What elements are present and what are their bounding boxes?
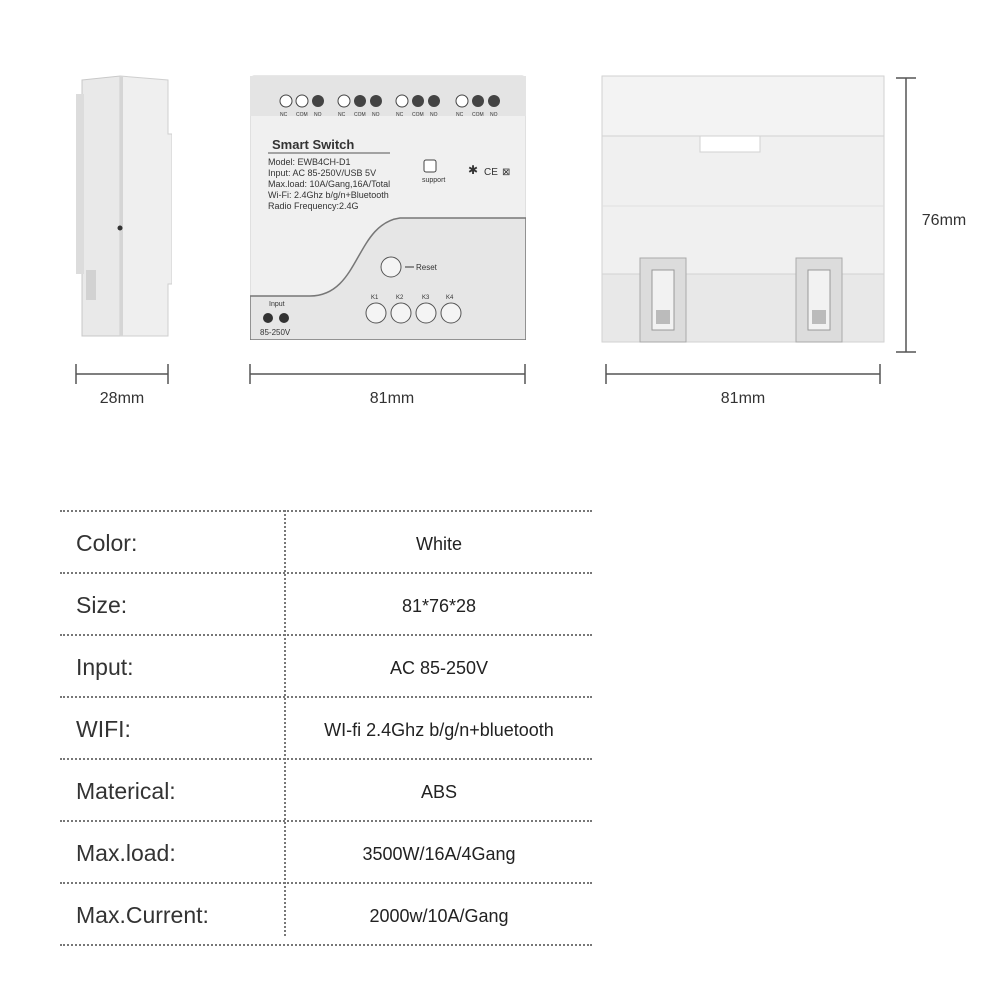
k1-label: K1	[371, 295, 379, 301]
terminal-label: NO	[430, 112, 438, 118]
spec-row-max-current	[60, 882, 592, 946]
weee-icon: ⊠	[502, 167, 511, 178]
device-wifi: Wi-Fi: 2.4Ghz b/g/n+Bluetooth	[268, 190, 389, 200]
reset-label: Reset	[416, 263, 437, 272]
device-max-load: Max.load: 10A/Gang,16A/Total	[268, 179, 391, 189]
spec-key: WIFI:	[76, 716, 131, 742]
bluetooth-icon: ✱	[468, 163, 479, 177]
spec-key: Size:	[76, 592, 128, 618]
spec-table	[60, 510, 592, 946]
table-column-divider	[284, 510, 286, 936]
spec-key: Max.Current:	[76, 902, 209, 928]
front-width-dimension-label: 81mm	[369, 390, 415, 407]
back-width-dimension-label: 81mm	[720, 390, 766, 407]
spec-row-size	[60, 572, 592, 634]
terminal-label: NO	[490, 112, 498, 118]
spec-key: Input:	[76, 654, 134, 680]
spec-row-input	[60, 634, 592, 696]
terminal-label: NO	[372, 112, 380, 118]
terminal-label: NC	[456, 112, 464, 118]
terminal-label: NC	[338, 112, 346, 118]
terminal-label: COM	[296, 112, 308, 118]
spec-row-wifi	[60, 696, 592, 758]
dimension-lines	[0, 0, 1000, 420]
spec-key: Materical:	[76, 778, 176, 804]
power-input-range: 85-250V	[260, 328, 291, 337]
spec-value: AC 85-250V	[389, 658, 489, 678]
spec-value: WI-fi 2.4Ghz b/g/n+bluetooth	[324, 720, 554, 740]
device-radio: Radio Frequency:2.4G	[268, 201, 359, 211]
terminal-label: NC	[280, 112, 288, 118]
power-input-label: Input	[269, 301, 285, 308]
terminal-label: COM	[354, 112, 366, 118]
spec-key: Color:	[76, 530, 138, 556]
terminal-label: NO	[314, 112, 322, 118]
k3-label: K3	[422, 295, 430, 301]
terminal-label: COM	[412, 112, 424, 118]
spec-value: 81*76*28	[401, 596, 477, 616]
height-dimension-label: 76mm	[921, 212, 967, 229]
device-title: Smart Switch	[272, 137, 355, 152]
device-input: Input: AC 85-250V/USB 5V	[268, 168, 377, 178]
spec-value: White	[415, 534, 462, 554]
spec-value: 2000w/10A/Gang	[369, 906, 509, 926]
spec-row-color	[60, 510, 592, 572]
support-label: support	[422, 177, 446, 184]
device-model: Model: EWB4CH-D1	[268, 157, 351, 167]
spec-row-material	[60, 758, 592, 820]
spec-value: 3500W/16A/4Gang	[362, 844, 516, 864]
spec-row-max-load	[60, 820, 592, 882]
spec-value: ABS	[420, 782, 458, 802]
ce-mark: CE	[484, 167, 498, 178]
terminal-label: COM	[472, 112, 484, 118]
k4-label: K4	[446, 295, 454, 301]
terminal-label: NC	[396, 112, 404, 118]
depth-dimension-label: 28mm	[99, 390, 145, 407]
k2-label: K2	[396, 295, 404, 301]
spec-key: Max.load:	[76, 840, 176, 866]
